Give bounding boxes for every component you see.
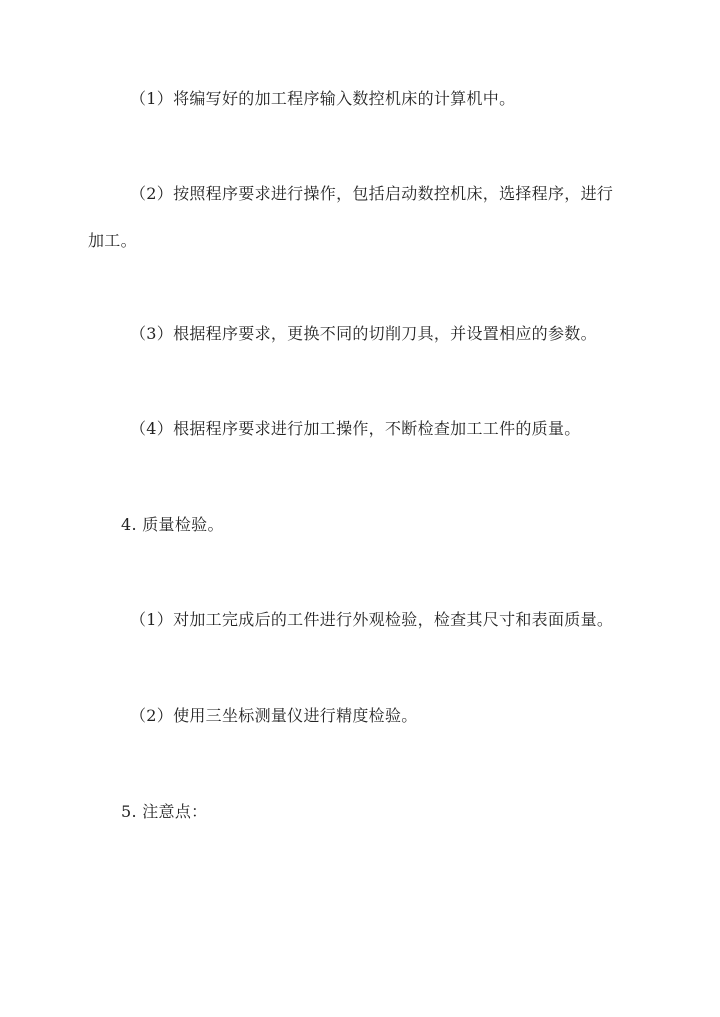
step-3-change-tools: （3）根据程序要求，更换不同的切削刀具，并设置相应的参数。 [130, 324, 597, 343]
inspection-step-1: （1）对加工完成后的工件进行外观检验，检查其尺寸和表面质量。 [130, 610, 614, 629]
section-5-heading: 5. 注意点： [121, 802, 208, 821]
step-2-operate-line-1: （2）按照程序要求进行操作，包括启动数控机床，选择程序，进行 [130, 184, 614, 203]
step-1-load-program: （1）将编写好的加工程序输入数控机床的计算机中。 [130, 89, 516, 108]
inspection-step-2: （2）使用三坐标测量仪进行精度检验。 [130, 706, 418, 725]
section-4-heading: 4. 质量检验。 [121, 515, 224, 534]
step-4-machining: （4）根据程序要求进行加工操作，不断检查加工工件的质量。 [130, 419, 581, 438]
step-2-operate-line-2: 加工。 [88, 231, 137, 250]
